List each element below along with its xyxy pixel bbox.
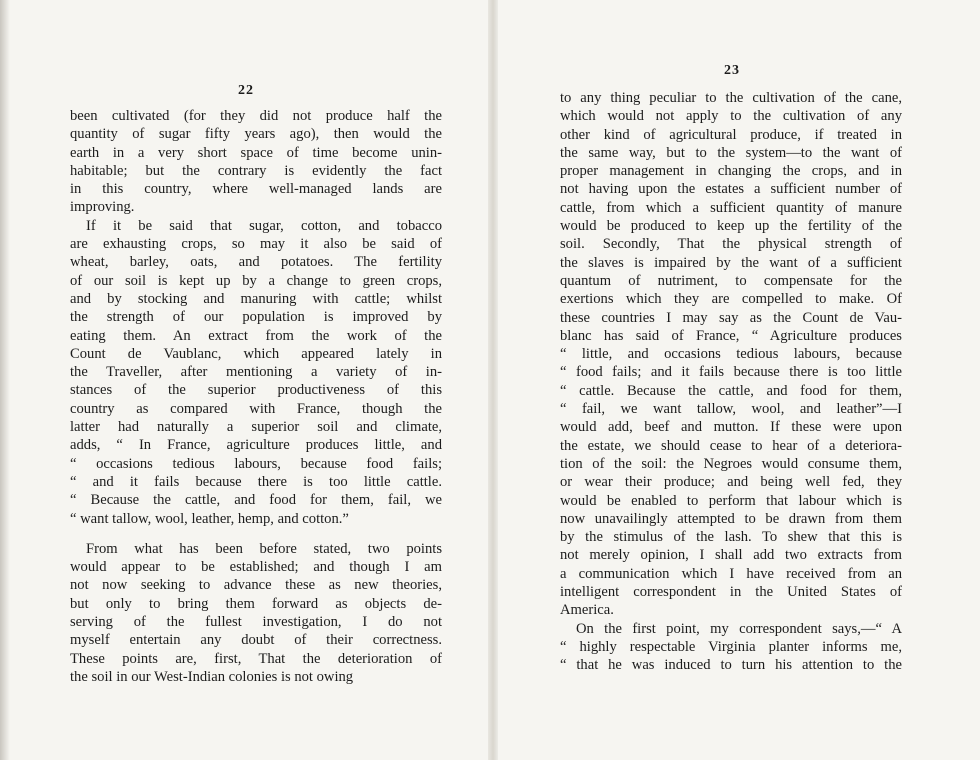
text-line: latter had naturally a superior soil and climate, bbox=[70, 419, 442, 436]
text-line: exertions which they are compelled to make. Of bbox=[560, 291, 902, 308]
text-line: adds, “ In France, agriculture produces little, and bbox=[70, 437, 442, 454]
text-line: Count de Vaublanc, which appeared lately in bbox=[70, 345, 442, 362]
text-line: tion of the soil: the Negroes would consume them, bbox=[560, 455, 902, 472]
page-edge-shadow bbox=[0, 0, 10, 760]
text-line: “ and it fails because there is too little cattle. bbox=[70, 473, 442, 490]
text-line: myself entertain any doubt of their correctness. bbox=[70, 632, 442, 649]
text-line: blanc has said of France, “ Agriculture produces bbox=[560, 327, 902, 344]
text-line: would be produced to keep up the fertility of the bbox=[560, 218, 902, 235]
text-line: would appear to be established; and though I am bbox=[70, 559, 442, 576]
text-line: been cultivated (for they did not produce half the bbox=[70, 108, 442, 124]
text-line: “ little, and occasions tedious labours, because bbox=[560, 346, 902, 363]
text-line: quantum of nutriment, to compensate for the bbox=[560, 272, 902, 289]
text-line: would be enabled to perform that labour which is bbox=[560, 492, 902, 509]
paragraph-gap bbox=[70, 528, 442, 540]
text-line: cattle, from which a sufficient quantity of manure bbox=[560, 199, 902, 216]
text-line: America. bbox=[560, 602, 614, 619]
text-line: eating them. An extract from the work of the bbox=[70, 327, 442, 344]
text-line: improving. bbox=[70, 199, 135, 216]
text-line: would add, beef and mutton. If these were upon bbox=[560, 419, 902, 436]
text-line: “ occasions tedious labours, because food fails; bbox=[70, 455, 442, 472]
left-page bbox=[70, 0, 442, 760]
text-line: “ want tallow, wool, leather, hemp, and cotton.” bbox=[70, 510, 349, 527]
text-line: “ fail, we want tallow, wool, and leather”—I bbox=[560, 401, 902, 418]
text-line: country as compared with France, though the bbox=[70, 400, 442, 417]
text-line: From what has been before stated, two points bbox=[86, 540, 442, 557]
text-line: “ food fails; and it fails because there is too little bbox=[560, 364, 902, 381]
text-line: by the stimulus of the lash. To shew that this is bbox=[560, 529, 902, 546]
page-number-left: 22 bbox=[238, 83, 254, 98]
text-line: the estate, we should cease to hear of a deteriora- bbox=[560, 437, 902, 454]
text-line: or wear their produce; and being well fed, they bbox=[560, 474, 902, 491]
text-line: and by stocking and manuring with cattle; whilst bbox=[70, 290, 442, 307]
book-gutter bbox=[488, 0, 498, 760]
text-line: the strength of our population is improved by bbox=[70, 309, 442, 326]
text-line: other kind of agricultural produce, if treated in bbox=[560, 126, 902, 143]
text-line: are exhausting crops, so may it also be said of bbox=[70, 236, 442, 253]
text-line: On the first point, my correspondent says,—“ A bbox=[576, 620, 902, 637]
text-line: the Traveller, after mentioning a variety of in- bbox=[70, 364, 442, 381]
text-line: these countries I may say as the Count de Vau- bbox=[560, 309, 902, 326]
text-line: These points are, first, That the deterioration of bbox=[70, 650, 442, 667]
left-page-text bbox=[70, 107, 442, 686]
text-line: in this country, where well-managed lands are bbox=[70, 181, 442, 198]
text-line: a communication which I have received from an bbox=[560, 565, 902, 582]
text-line: the same way, but to the system—to the want of bbox=[560, 144, 902, 161]
text-line: intelligent correspondent in the United States of bbox=[560, 584, 902, 601]
text-line: “ Because the cattle, and food for them, fail, we bbox=[70, 492, 442, 509]
text-line: “ cattle. Because the cattle, and food for them, bbox=[560, 382, 902, 399]
text-line: the soil in our West-Indian colonies is not owing bbox=[70, 668, 354, 685]
right-page bbox=[560, 0, 902, 760]
text-line: quantity of sugar fifty years ago), then would the bbox=[70, 126, 442, 143]
text-line: not merely opinion, I shall add two extracts from bbox=[560, 547, 902, 564]
text-line: habitable; but the contrary is evidently the fact bbox=[70, 162, 442, 179]
text-line: soil. Secondly, That the physical strength of bbox=[560, 236, 902, 253]
text-line: proper management in changing the crops, and in bbox=[560, 163, 902, 180]
page-number-right: 23 bbox=[724, 63, 740, 78]
text-line: “ that he was induced to turn his attention to the bbox=[560, 657, 902, 674]
right-page-text bbox=[560, 89, 902, 675]
text-line: not now seeking to advance these as new theories, bbox=[70, 577, 442, 594]
text-line: but only to bring them forward as objects de- bbox=[70, 595, 442, 612]
text-line: serving of the fullest investigation, I do not bbox=[70, 614, 442, 631]
text-line: “ highly respectable Virginia planter informs me, bbox=[560, 638, 902, 655]
text-line: not having upon the estates a sufficient number of bbox=[560, 181, 902, 198]
text-line: stances of the superior productiveness of this bbox=[70, 382, 442, 399]
text-line: the slaves is impaired by the want of a sufficient bbox=[560, 254, 902, 271]
text-line: which would not apply to the cultivation of any bbox=[560, 108, 902, 125]
text-line: of our soil is kept up by a change to green crops, bbox=[70, 272, 442, 289]
text-line: If it be said that sugar, cotton, and tobacco bbox=[86, 217, 442, 234]
text-line: earth in a very short space of time become unin- bbox=[70, 144, 442, 161]
text-line: to any thing peculiar to the cultivation of the cane, bbox=[560, 90, 902, 106]
text-line: now unavailingly attempted to be drawn from them bbox=[560, 510, 902, 527]
text-line: wheat, barley, oats, and potatoes. The fertility bbox=[70, 254, 442, 271]
